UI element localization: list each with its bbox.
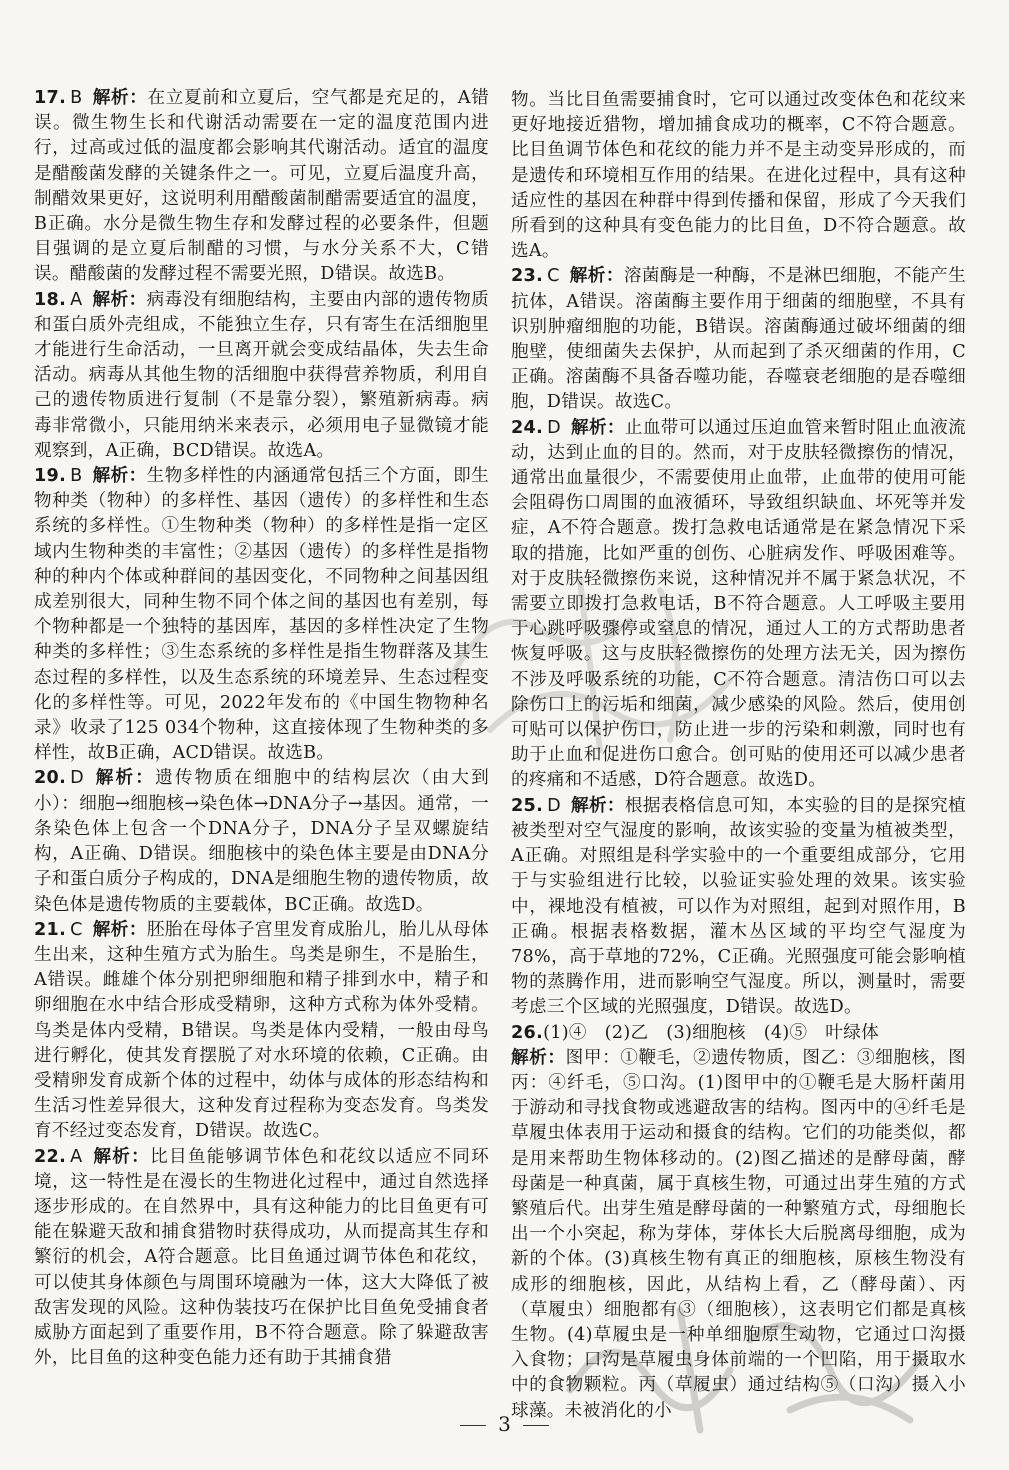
analysis-text: 病毒没有细胞结构，主要由内部的遗传物质和蛋白质外壳组成，不能独立生存，只有寄生在活细胞里才能进行生命活动，一旦离开就会变成结晶体，失去生命活动。病毒从其他生物的活细胞中获得营养物质，利用自己的遗传物质进行复制（不是靠分裂），繁殖新病毒。病毒非常微小，只能用纳米来表示，必须用电子显微镜才能观察到，A正确，BCD错误。故选A。 [34, 289, 490, 461]
answer-choice: D [70, 768, 84, 789]
analysis-label: 解析： [570, 417, 625, 438]
answer-entry [34, 1145, 489, 1372]
question-number: 18. [34, 289, 67, 310]
answer-choice: C [70, 919, 83, 940]
analysis-label: 解析： [92, 1146, 151, 1167]
answer-entry [511, 794, 966, 1021]
answer-choice: B [70, 88, 83, 108]
analysis-text: 溶菌酶是一种酶，不是淋巴细胞，不能产生抗体，A错误。溶菌酶主要作用于细菌的细胞壁，不具有识别肿瘤细胞的功能，B错误。溶菌酶通过破坏细菌的细胞壁，使细菌失去保护，从而起到了杀灭细菌的作用，C正确。溶菌酶不具备吞噬功能，吞噬衰老细胞的是吞噬细胞，D错误。故选C。 [511, 266, 967, 413]
analysis-text: 在立夏前和立夏后，空气都是充足的，A错误。微生物生长和代谢活动需要在一定的温度范围内进行，过高或过低的温度都会影响其代谢活动。适宜的温度是醋酸菌发酵的关键条件之一。可见，立夏后温度升高，制醋效果更好，这说明利用醋酸菌制醋需要适宜的温度，B正确。水分是微生物生存和发酵过程的必要条件，但题目强调的是立夏后制醋的习惯，与水分关系不大，C错误。醋酸菌的发酵过程不需要光照，D错误。故选B。 [34, 88, 489, 285]
analysis-text: 止血带可以通过压迫血管来暂时阻止血液流动，达到止血的目的。然而，对于皮肤轻微擦伤的情况，通常出血量很少，不需要使用止血带，止血带的使用可能会阻碍伤口周围的血液循环，导致组织缺血、坏死等并发症，A不符合题意。拨打急救电话通常是在紧急情况下采取的措施，比如严重的创伤、心脏病发作、呼吸困难等。对于皮肤轻微擦伤来说，这种情况并不属于紧急状况，不需要立即拨打急救电话，B不符合题意。人工呼吸主要用于心跳呼吸骤停或窒息的情况，通过人工的方式帮助患者恢复呼吸。这与皮肤轻微擦伤的处理方法无关，因为擦伤不涉及呼吸系统的功能，C不符合题意。清洁伤口可以去除伤口上的污垢和细菌，减少感染的风险。然后，使用创可贴可以保护伤口，防止进一步的污染和刺激，同时也有助于止血和促进伤口愈合。创可贴的使用还可以减少患者的疼痛和不适感，D符合题意。故选D。 [511, 417, 966, 791]
answer-entry [34, 464, 489, 766]
answer-entry [34, 288, 489, 464]
answer-entry [511, 1021, 966, 1424]
question-number: 23. [511, 266, 544, 287]
answer-choice: A [70, 289, 83, 310]
analysis-text: 比目鱼能够调节体色和花纹以适应不同环境，这一特性是在漫长的生物进化过程中，通过自然选择逐步形成的。在自然界中，具有这种能力的比目鱼更有可能在躲避天敌和捕食猎物时获得成功，从而提高其生存和繁衍的机会，A符合题意。比目鱼通过调节体色和花纹，可以使其身体颜色与周围环境融为一体，这大大降低了被敌害发现的风险。这种伪装技巧在保护比目鱼免受捕食者威胁方面起到了重要作用，B不符合题意。除了躲避敌害外，比目鱼的这种变色能力还有助于其捕食猎 [34, 1146, 490, 1369]
question-number: 25. [511, 795, 544, 816]
sub-analysis [511, 1046, 966, 1424]
question-number: 20. [34, 768, 67, 789]
answer-choice: A [70, 1146, 83, 1167]
analysis-label: 解析： [92, 466, 147, 487]
answer-choice: D [547, 417, 561, 438]
question-number: 22. [34, 1146, 67, 1167]
answer-entry [34, 918, 489, 1145]
analysis-label: 解析： [570, 795, 625, 816]
analysis-label: 解析： [93, 768, 156, 789]
analysis-label: 解析： [569, 266, 624, 287]
analysis-label: 解析： [92, 919, 147, 940]
answer-choice: D [547, 795, 561, 816]
right-column [511, 88, 966, 1424]
analysis-label: 解析： [511, 1047, 566, 1068]
analysis-label: 解析： [92, 88, 148, 108]
question-number: 17. [34, 88, 67, 108]
answer-entry [511, 264, 966, 415]
analysis-label: 解析： [92, 289, 147, 310]
question-number: 21. [34, 919, 67, 940]
answer-entry [511, 416, 966, 794]
answer-entry [34, 86, 489, 288]
answer-entry [511, 88, 966, 264]
question-number: 19. [34, 466, 67, 487]
question-number: 26. [511, 1022, 544, 1043]
question-number: 24. [511, 417, 544, 438]
answer-choice: C [547, 266, 560, 287]
analysis-text: 图甲：①鞭毛，②遗传物质，图乙：③细胞核，图丙：④纤毛，⑤口沟。(1)图甲中的①鞭毛是大肠杆菌用于游动和寻找食物或逃避敌害的结构。图丙中的④纤毛是草履虫体表用于运动和摄食的结构。它们的功能类似，都是用来帮助生物体移动的。(2)图乙描述的是酵母菌，酵母菌是一种真菌，属于真核生物，可通过出芽生殖的方式繁殖后代。出芽生殖是酵母菌的一种繁殖方式，母细胞长出一个小突起，称为芽体，芽体长大后脱离母细胞，成为新的个体。(3)真核生物有真正的细胞核，原核生物没有成形的细胞核，因此，从结构上看，乙（酵母菌）、丙（草履虫）细胞都有③（细胞核），这表明它们都是真核生物。(4)草履虫是一种单细胞原生动物，它通过口沟摄入食物；口沟是草履虫身体前端的一个凹陷，用于摄取水中的食物颗粒。丙（草履虫）通过结构⑤（口沟）摄入小球藻。未被消化的小 [511, 1047, 966, 1421]
analysis-text: 遗传物质在细胞中的结构层次（由大到小）：细胞→细胞核→染色体→DNA分子→基因。通常，一条染色体上包含一个DNA分子，DNA分子呈双螺旋结构，A正确、D错误。细胞核中的染色体主要是由DNA分子和蛋白质分子构成的，DNA是细胞生物的遗传物质，故染色体是遗传物质的主要载体，BC正确。故选D。 [34, 768, 489, 915]
analysis-text: 生物多样性的内涵通常包括三个方面，即生物种类（物种）的多样性、基因（遗传）的多样性和生态系统的多样性。①生物种类（物种）的多样性是指一定区域内生物种类的丰富性；②基因（遗传）的多样性是指物种的种内个体或种群间的基因变化，不同物种之间基因组成差别很大，同种生物不同个体之间的基因也有差别，每个物种都是一个独特的基因库，基因的多样性决定了生物种类的多样性；③生态系统的多样性是指生物群落及其生态过程的多样性，以及生态系统的环境差异、生态过程变化的多样性等。可见，2022年发布的《中国生物物种名录》收录了125 034个物种，这直接体现了生物种类的多样性，故B正确，ACD错误。故选B。 [34, 466, 490, 764]
answer-choice: B [70, 466, 83, 487]
analysis-text: (1)④ (2)乙 (3)细胞核 (4)⑤ 叶绿体 [543, 1022, 879, 1043]
answer-entry [34, 766, 489, 917]
analysis-text: 物。当比目鱼需要捕食时，它可以通过改变体色和花纹来更好地接近猎物，增加捕食成功的概率，C不符合题意。比目鱼调节体色和花纹的能力并不是主动变异形成的，而是遗传和环境相互作用的结果。在进化过程中，具有这种适应性的基因在种群中得到传播和保留，形成了今天我们所看到的这种具有变色能力的比目鱼，D不符合题意。故选A。 [511, 90, 966, 262]
analysis-text: 胚胎在母体子宫里发育成胎儿，胎儿从母体生出来，这种生殖方式为胎生。鸟类是卵生，不是胎生，A错误。雌雄个体分别把卵细胞和精子排到水中，精子和卵细胞在水中结合形成受精卵，这种方式称为体外受精。鸟类是体内受精，B错误。鸟类是体内受精，一般由母鸟进行孵化，使其发育摆脱了对水环境的依赖，C正确。由受精卵发育成新个体的过程中，幼体与成体的形态结构和生活习性差异很大，这种发育过程称为变态发育。鸟类发育不经过变态发育，D错误。故选C。 [34, 919, 490, 1142]
page-number: 3 [0, 1412, 1009, 1436]
left-column [34, 86, 489, 1371]
analysis-text: 根据表格信息可知，本实验的目的是探究植被类型对空气湿度的影响，故该实验的变量为植被类型，A正确。对照组是科学实验中的一个重要组成部分，它用于与实验组进行比较，以验证实验处理的效果。该实验中，裸地没有植被，可以作为对照组，起到对照作用，B正确。根据表格数据，灌木丛区域的平均空气湿度为78%，高于草地的72%，C正确。光照强度可能会影响植物的蒸腾作用，进而影响空气湿度。所以，测量时，需要考虑三个区域的光照强度，D错误。故选D。 [511, 795, 966, 1018]
